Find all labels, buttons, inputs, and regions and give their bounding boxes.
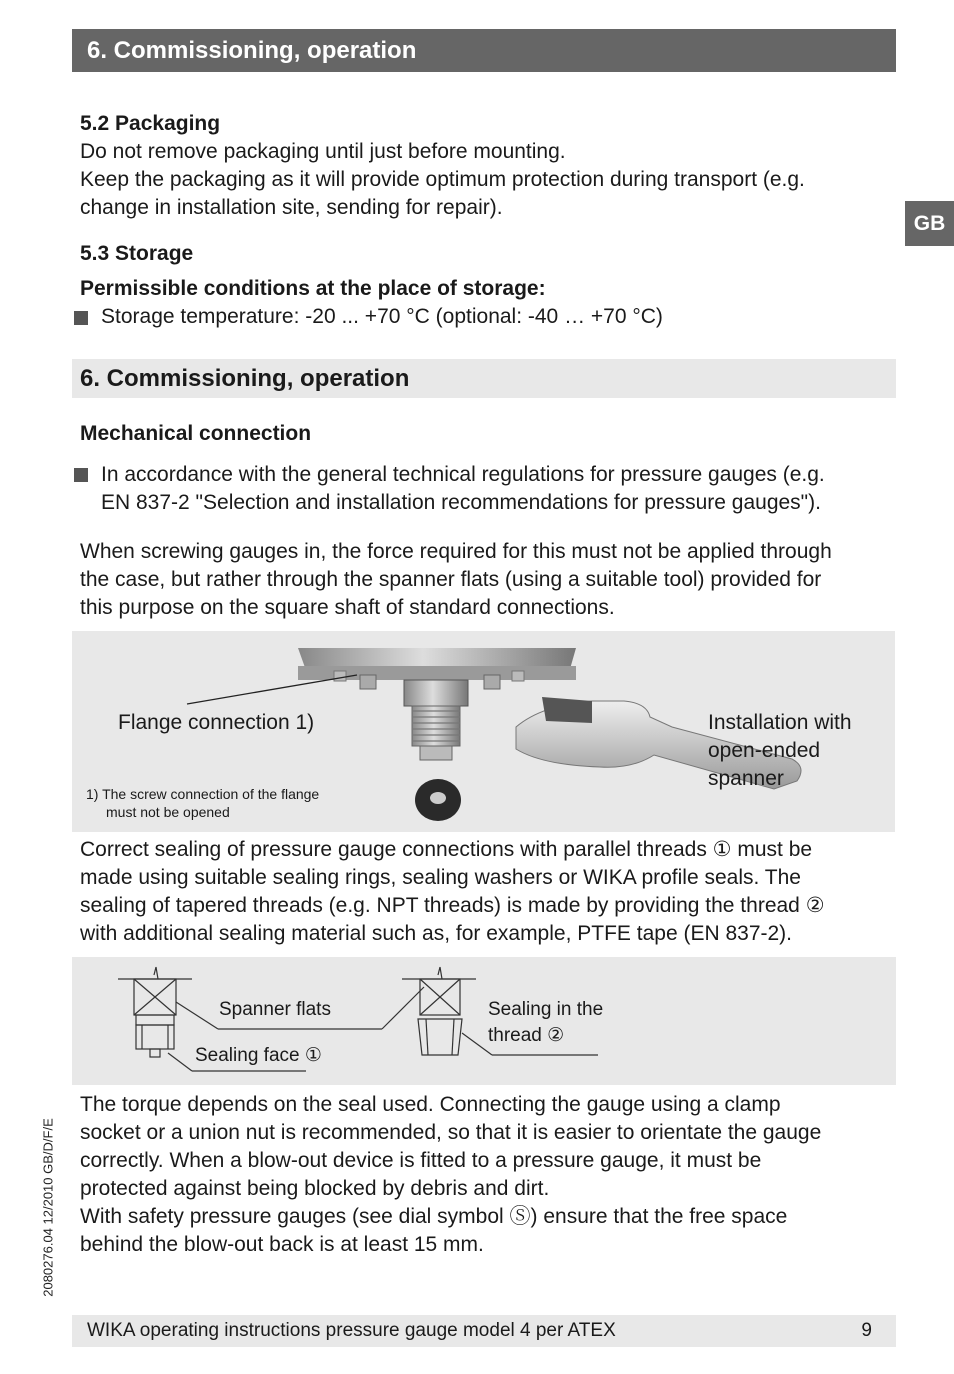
bullet-square [74,468,88,482]
paragraph-line: When screwing gauges in, the force required for this must not be applied through [80,540,832,563]
installation-label-line-1: Installation with [708,711,852,734]
paragraph-line: made using suitable sealing rings, sealing washers or WIKA profile seals. The [80,866,801,889]
storage-bullet: Storage temperature: -20 ... +70 °C (optional: -40 … +70 °C) [101,305,663,328]
sealing-thread-label-line-1: Sealing in the [488,999,604,1020]
page-footer [72,1315,896,1347]
spanner-flats-label: Spanner flats [219,999,331,1020]
document-code: 2080276.04 12/2010 GB/D/F/E [40,1118,56,1297]
paragraph-line: sealing of tapered threads (e.g. NPT threads) is made by providing the thread ② [80,894,825,917]
paragraph-line: this purpose on the square shaft of standard connections. [80,596,615,619]
regulation-bullet-line-1: In accordance with the general technical regulations for pressure gauges (e.g. [101,463,825,486]
paragraph-line: socket or a union nut is recommended, so that it is easier to orientate the gauge [80,1121,822,1144]
section-6-title: 6. Commissioning, operation [72,359,896,398]
flange-note-line-2: must not be opened [106,804,230,820]
packaging-line-2: Keep the packaging as it will provide optimum protection during transport (e.g. [80,168,805,191]
paragraph-line: With safety pressure gauges (see dial symbol Ⓢ) ensure that the free space [80,1205,788,1228]
paragraph-line: behind the blow-out back is at least 15 mm. [80,1233,484,1256]
page-number: 9 [861,1320,872,1341]
packaging-line-1: Do not remove packaging until just before mounting. [80,140,566,163]
paragraph-line: protected against being blocked by debris and dirt. [80,1177,550,1200]
footer-title: WIKA operating instructions pressure gauge model 4 per ATEX [87,1320,616,1341]
paragraph-line: with additional sealing material such as, for example, PTFE tape (EN 837-2). [80,922,793,945]
packaging-heading: 5.2 Packaging [80,112,221,135]
flange-connection-label: Flange connection 1) [118,711,315,734]
paragraph-line: The torque depends on the seal used. Connecting the gauge using a clamp [80,1093,781,1116]
packaging-line-3: change in installation site, sending for repair). [80,196,503,219]
sealing-thread-label-line-2: thread ② [488,1025,565,1046]
sealing-diagram [72,957,896,1085]
paragraph-line: correctly. When a blow-out device is fitted to a pressure gauge, it must be [80,1149,762,1172]
regulation-bullet-line-2: EN 837-2 "Selection and installation recommendations for pressure gauges"). [101,491,821,514]
paragraph-line: Correct sealing of pressure gauge connections with parallel threads ① must be [80,838,813,861]
installation-label-line-3: spanner [708,767,784,790]
paragraph-line: the case, but rather through the spanner flats (using a suitable tool) provided for [80,568,822,591]
storage-subheading: Permissible conditions at the place of storage: [80,277,546,300]
installation-figure [72,631,895,832]
flange-note-line-1: 1) The screw connection of the flange [86,786,320,802]
sealing-face-label: Sealing face ① [195,1045,322,1066]
page-header: 6. Commissioning, operation [72,29,896,72]
language-tab: GB [905,201,954,246]
installation-label-line-2: open-ended [708,739,821,762]
storage-heading: 5.3 Storage [80,242,194,265]
mechanical-connection-heading: Mechanical connection [80,422,312,445]
bullet-square [74,311,88,325]
